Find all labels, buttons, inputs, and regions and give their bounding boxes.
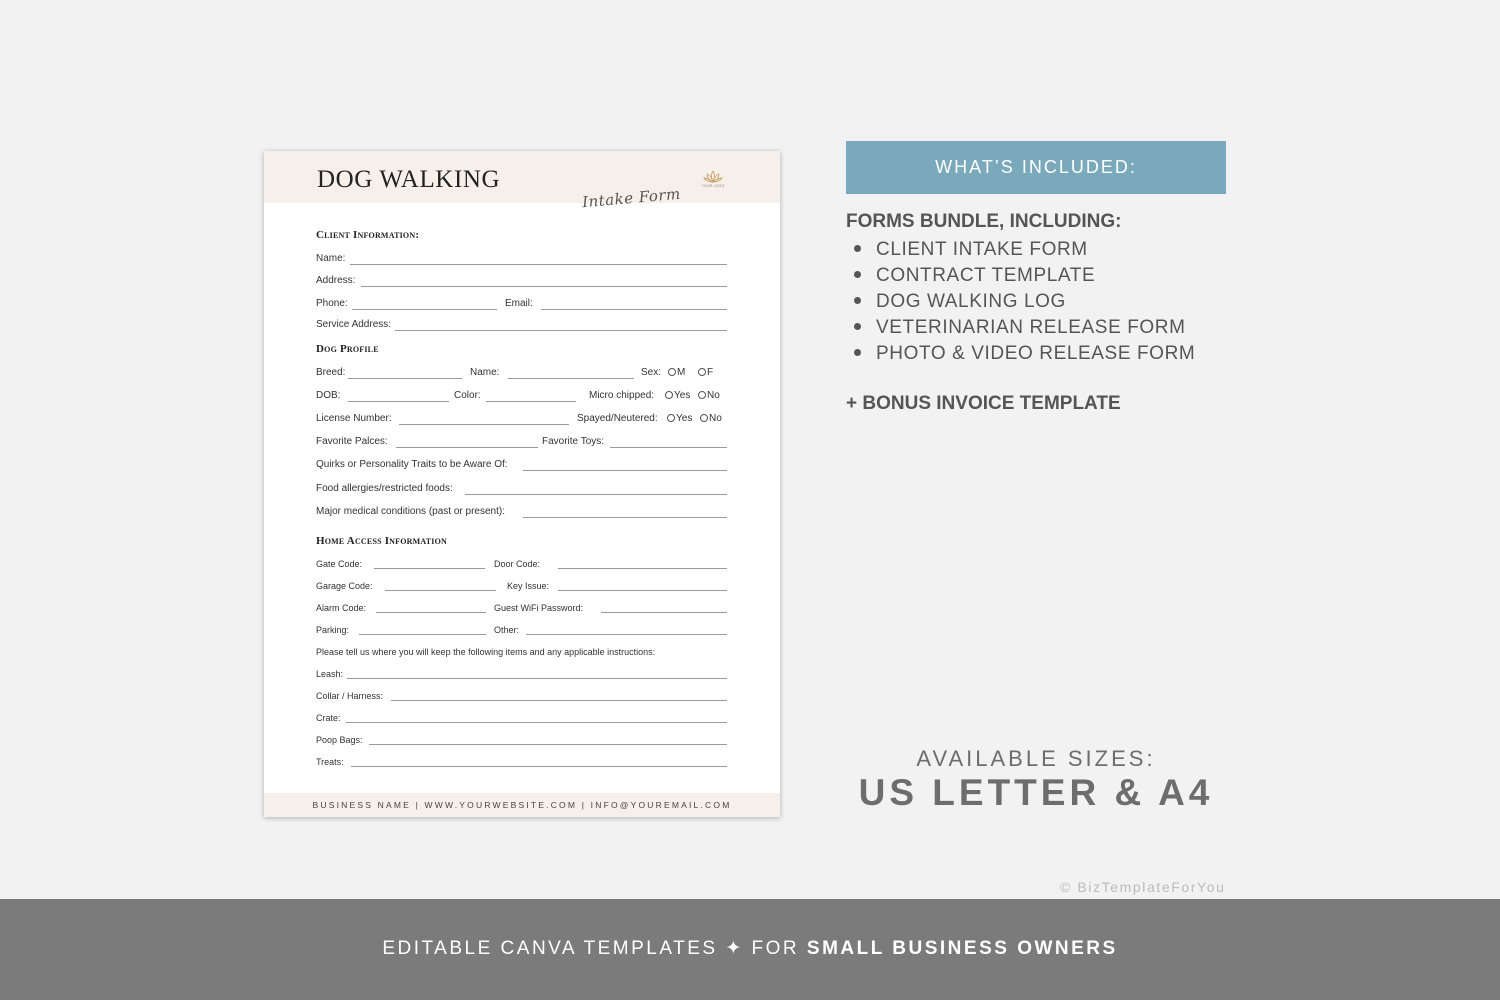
sex-m-option[interactable] — [668, 367, 685, 379]
no-label: No — [707, 390, 720, 401]
name-field[interactable] — [350, 264, 727, 265]
sex-f-label: F — [707, 367, 714, 378]
collar-harness-field[interactable] — [391, 700, 727, 701]
available-sizes-label: AVAILABLE SIZES: — [916, 746, 1156, 771]
treats-label: Treats: — [316, 757, 344, 767]
list-item — [854, 315, 1195, 341]
color-field[interactable] — [486, 401, 576, 402]
medical-conditions-label: Major medical conditions (past or present): — [316, 506, 505, 517]
medical-conditions-field[interactable] — [523, 517, 727, 518]
list-item-label: VETERINARIAN RELEASE FORM — [876, 317, 1186, 338]
bonus-text: + BONUS INVOICE TEMPLATE — [846, 393, 1121, 414]
service-address-label: Service Address: — [316, 319, 392, 330]
spayed-neutered-label: Spayed/Neutered: — [577, 413, 658, 424]
list-item-label: DOG WALKING LOG — [876, 291, 1066, 312]
address-field[interactable] — [361, 286, 727, 287]
quirks-field[interactable] — [523, 470, 727, 471]
license-number-field[interactable] — [399, 424, 569, 425]
list-item — [854, 263, 1195, 289]
list-item-label: PHOTO & VIDEO RELEASE FORM — [876, 343, 1196, 364]
micro-chipped-label: Micro chipped: — [589, 390, 655, 401]
alarm-code-label: Alarm Code: — [316, 603, 367, 613]
tagline-bold: SMALL BUSINESS OWNERS — [806, 938, 1118, 959]
gate-code-field[interactable] — [374, 568, 485, 569]
service-address-field[interactable] — [395, 330, 727, 331]
email-field[interactable] — [541, 309, 727, 310]
list-item — [854, 289, 1195, 315]
radio-circle-icon[interactable] — [665, 391, 673, 399]
key-issue-label: Key Issue: — [507, 581, 550, 591]
list-item-label: CLIENT INTAKE FORM — [876, 239, 1088, 260]
form-footer-text: BUSINESS NAME | WWW.YOURWEBSITE.COM | INFO@YOUREMAIL.COM — [312, 800, 732, 810]
address-label: Address: — [316, 275, 356, 286]
treats-field[interactable] — [351, 766, 727, 767]
collar-harness-label: Collar / Harness: — [316, 691, 384, 701]
favorite-toys-label: Favorite Toys: — [542, 436, 605, 447]
parking-field[interactable] — [359, 634, 486, 635]
guest-wifi-label: Guest WiFi Password: — [494, 603, 584, 613]
micro-chipped-no-option[interactable] — [698, 390, 720, 402]
crate-field[interactable] — [346, 722, 727, 723]
leash-label: Leash: — [316, 669, 344, 679]
bullet-icon — [854, 323, 861, 330]
parking-label: Parking: — [316, 625, 350, 635]
door-code-label: Door Code: — [494, 559, 541, 569]
radio-circle-icon[interactable] — [667, 414, 675, 422]
copyright-text: © BizTemplateForYou — [1060, 879, 1226, 895]
list-item — [854, 341, 1195, 367]
intake-form-sheet — [264, 151, 780, 817]
micro-chipped-yes-option[interactable] — [665, 390, 690, 402]
yes-label: Yes — [674, 390, 691, 401]
breed-label: Breed: — [316, 367, 346, 378]
poop-bags-label: Poop Bags: — [316, 735, 363, 745]
garage-code-field[interactable] — [385, 590, 496, 591]
door-code-field[interactable] — [558, 568, 727, 569]
tagline-regular: EDITABLE CANVA TEMPLATES ✦ FOR — [382, 938, 807, 959]
logo-text: YOUR LOGO — [701, 184, 725, 188]
bullet-icon — [854, 245, 861, 252]
sex-f-option[interactable] — [698, 367, 713, 379]
whats-included-banner: WHAT’S INCLUDED: — [846, 141, 1226, 194]
dog-name-field[interactable] — [508, 378, 634, 379]
favorite-toys-field[interactable] — [610, 447, 727, 448]
instructions-text: Please tell us where you will keep the following items and any applicable instructions: — [316, 647, 656, 657]
phone-label: Phone: — [316, 298, 348, 309]
garage-code-label: Garage Code: — [316, 581, 373, 591]
form-title: DOG WALKING — [317, 166, 501, 193]
form-subtitle: Intake Form — [581, 184, 682, 212]
bundle-title: FORMS BUNDLE, INCLUDING: — [846, 211, 1122, 232]
list-item-label: CONTRACT TEMPLATE — [876, 265, 1096, 286]
list-item — [854, 237, 1195, 263]
quirks-label: Quirks or Personality Traits to be Aware Of: — [316, 459, 508, 470]
color-label: Color: — [454, 390, 481, 401]
email-label: Email: — [505, 298, 533, 309]
sex-m-label: M — [677, 367, 686, 378]
name-label: Name: — [316, 253, 346, 264]
radio-circle-icon[interactable] — [698, 368, 706, 376]
tagline — [0, 937, 1500, 960]
radio-circle-icon[interactable] — [700, 414, 708, 422]
phone-field[interactable] — [352, 309, 497, 310]
bundle-list — [854, 237, 1195, 367]
guest-wifi-field[interactable] — [601, 612, 727, 613]
spayed-no-option[interactable] — [700, 413, 722, 425]
no-label: No — [709, 413, 722, 424]
section-home-access: Home Access Information — [316, 535, 448, 547]
other-field[interactable] — [526, 634, 727, 635]
dob-label: DOB: — [316, 390, 341, 401]
available-sizes-value: US LETTER & A4 — [858, 772, 1214, 813]
radio-circle-icon[interactable] — [698, 391, 706, 399]
bullet-icon — [854, 297, 861, 304]
favorite-places-label: Favorite Palces: — [316, 436, 388, 447]
breed-field[interactable] — [348, 378, 462, 379]
bullet-icon — [854, 271, 861, 278]
license-number-label: License Number: — [316, 413, 392, 424]
key-issue-field[interactable] — [558, 590, 727, 591]
sex-label: Sex: — [641, 367, 662, 378]
section-dog-profile: Dog Profile — [316, 343, 379, 355]
radio-circle-icon[interactable] — [668, 368, 676, 376]
bullet-icon — [854, 349, 861, 356]
dob-field[interactable] — [348, 401, 449, 402]
yes-label: Yes — [676, 413, 693, 424]
food-allergies-field[interactable] — [465, 494, 727, 495]
gate-code-label: Gate Code: — [316, 559, 363, 569]
dog-name-label: Name: — [470, 367, 500, 378]
spayed-yes-option[interactable] — [667, 413, 692, 425]
poop-bags-field[interactable] — [369, 744, 727, 745]
section-client-information: Client Information: — [316, 229, 420, 241]
leash-field[interactable] — [347, 678, 727, 679]
lotus-logo-icon — [700, 170, 726, 192]
crate-label: Crate: — [316, 713, 341, 723]
alarm-code-field[interactable] — [376, 612, 486, 613]
food-allergies-label: Food allergies/restricted foods: — [316, 483, 453, 494]
favorite-places-field[interactable] — [396, 447, 538, 448]
other-label: Other: — [494, 625, 520, 635]
